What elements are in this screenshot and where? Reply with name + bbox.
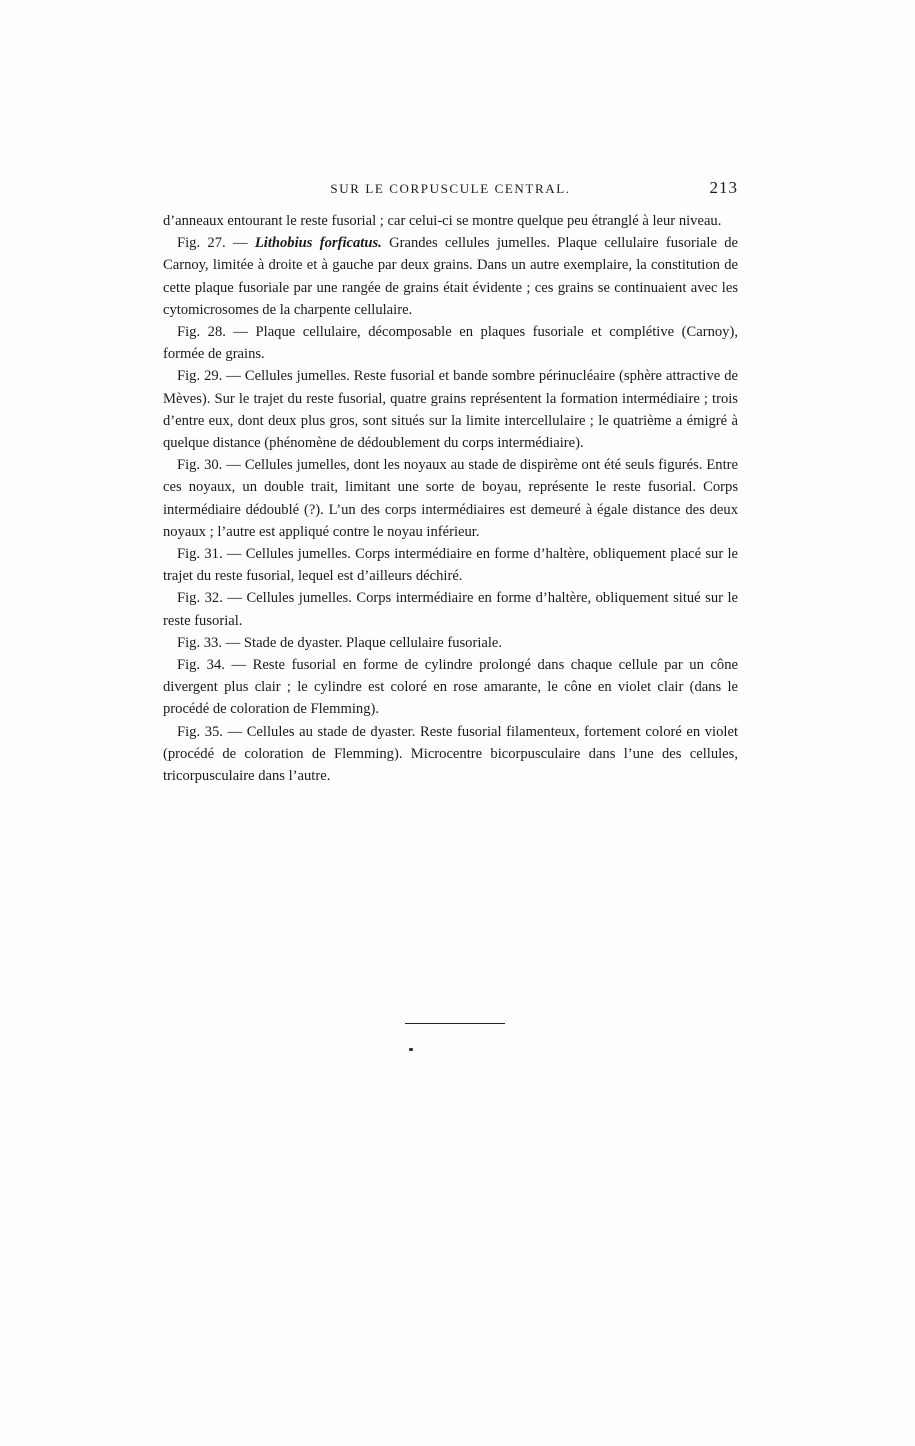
running-head <box>163 178 738 200</box>
caption-text: Cellules jumelles, dont les noyaux au stade de dispirème ont été seuls figurés. Entre ces noyaux, un double trait, limitant une sorte de boyau, représente le reste fusorial. Corps intermédiaire dédoublé (?). L’un des corps intermédiaires est demeuré à égale distance des deux noyaux ; l’autre est appliqué contre le noyau inférieur. <box>163 457 738 540</box>
caption-lead: Fig. 30. — <box>177 457 245 474</box>
caption-fig-34 <box>163 654 738 721</box>
caption-text: Plaque cellulaire, décomposable en plaques fusoriale et complétive (Carnoy), formée de grains. <box>163 324 738 363</box>
continued-paragraph <box>163 210 738 232</box>
caption-lead: Fig. 27. — <box>177 235 255 252</box>
caption-fig-27 <box>163 232 738 321</box>
caption-fig-30 <box>163 454 738 543</box>
caption-lead: Fig. 28. — <box>177 324 256 341</box>
figure-captions <box>163 210 738 787</box>
caption-text: Cellules jumelles. Corps intermédiaire en forme d’haltère, obliquement placé sur le trajet du reste fusorial, lequel est d’ailleurs déchiré. <box>163 546 738 585</box>
caption-text: Cellules jumelles. Reste fusorial et bande sombre périnucléaire (sphère attractive de Mèves). Sur le trajet du reste fusorial, quatre grains représentent la formation intermédiaire ; trois d’entre eux, dont deux plus gros, sont situés sur la limite intercellulaire ; le quatrième a émigré à quelque distance (phénomène de dédoublement du corps intermédiaire). <box>163 368 739 452</box>
print-speck <box>409 1048 413 1051</box>
caption-fig-35 <box>163 721 738 788</box>
caption-fig-32 <box>163 587 738 631</box>
species-name: Lithobius forficatus. <box>254 235 382 252</box>
caption-text: Stade de dyaster. Plaque cellulaire fusoriale. <box>243 634 503 651</box>
caption-lead: Fig. 29. — <box>177 368 245 385</box>
caption-lead: Fig. 31. — <box>177 546 246 563</box>
caption-text: Grandes cellules jumelles. Plaque cellulaire fusoriale de Carnoy, limitée à droite et à gauche par deux grains. Dans un autre exemplaire, la constitution de cette plaque fusoriale par une rangée de grains était évidente ; ces grains se continuaient avec les cytomicrosomes de la charpente cellulaire. <box>163 235 739 318</box>
caption-fig-31 <box>163 543 738 587</box>
caption-text: Reste fusorial en forme de cylindre prolongé dans chaque cellule par un cône divergent plus clair ; le cylindre est coloré en rose amarante, le cône en violet clair (dans le procédé de coloration de Flemming). <box>163 657 738 718</box>
caption-text: Cellules au stade de dyaster. Reste fusorial filamenteux, fortement coloré en violet (procédé de coloration de Flemming). Microcentre bicorpusculaire dans l’une des cellules, tricorpusculaire dans l’autre. <box>163 723 738 785</box>
running-title: SUR LE CORPUSCULE CENTRAL. <box>330 181 571 196</box>
caption-fig-28 <box>163 321 738 365</box>
caption-lead: Fig. 34. — <box>177 657 253 674</box>
caption-lead: Fig. 35. — <box>177 723 247 740</box>
caption-lead: Fig. 32. — <box>177 590 247 607</box>
caption-text: Cellules jumelles. Corps intermédiaire en forme d’haltère, obliquement situé sur le reste fusorial. <box>163 590 739 629</box>
caption-fig-33 <box>163 632 738 654</box>
paragraph-text: d’anneaux entourant le reste fusorial ; car celui-ci se montre quelque peu étranglé à leur niveau. <box>163 213 722 229</box>
page-number: 213 <box>709 178 738 197</box>
section-end-rule <box>405 1023 505 1024</box>
caption-lead: Fig. 33. — <box>177 634 244 651</box>
caption-fig-29 <box>163 365 738 454</box>
